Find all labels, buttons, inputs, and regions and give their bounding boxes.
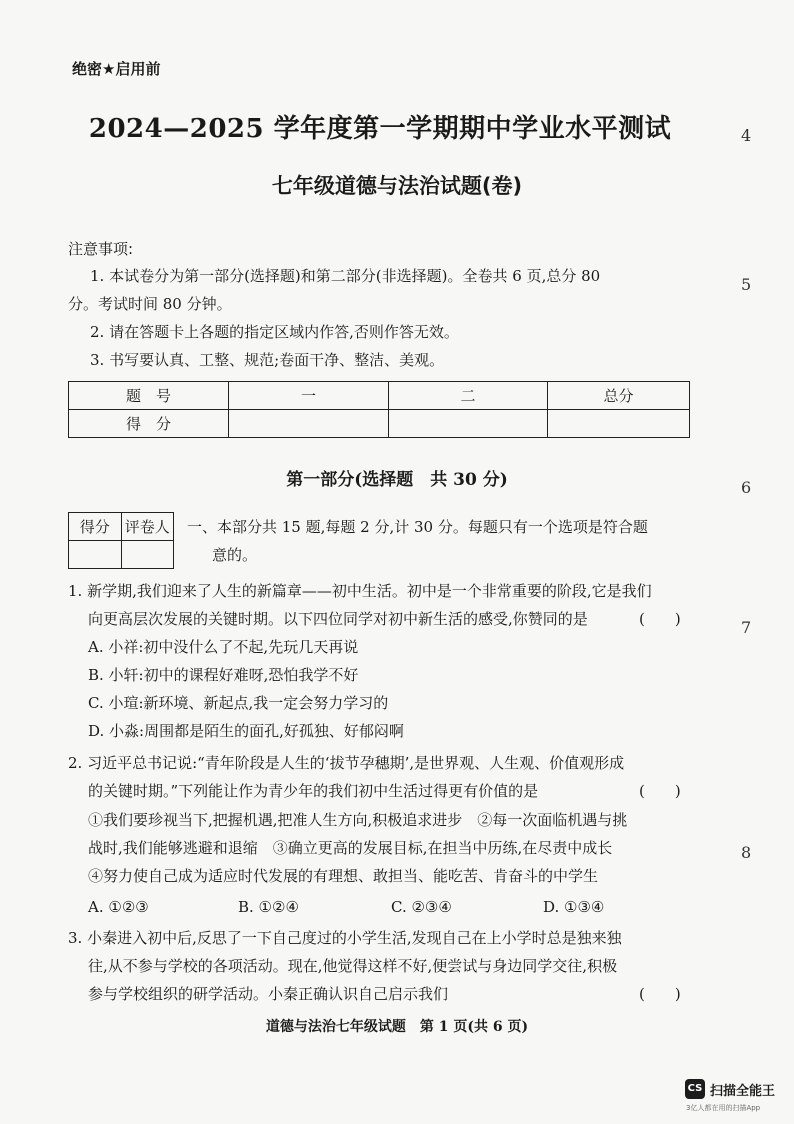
question-1-stem-cont: 向更高层次发展的关键时期。以下四位同学对初中新生活的感受,你赞同的是 [88,610,588,628]
score-table-header: 总分 [548,382,690,410]
question-3-stem-cont: 往,从不参与学校的各项活动。现在,他觉得这样不好,便尝试与身边同学交往,积极 [88,957,618,975]
scanner-brand-name: 扫描全能王 [710,1084,776,1099]
score-table-header: 题 号 [69,382,229,410]
question-2-stem-cont: 的关键时期。”下列能让作为青少年的我们初中生活过得更有价值的是 [88,782,539,800]
option-c: C. ②③④ [391,898,452,916]
statement-line: ④努力使自己成为适应时代发展的有理想、敢担当、能吃苦、肯奋斗的中学生 [88,867,599,885]
exam-subtitle: 七年级道德与法治试题(卷) [271,174,523,198]
question-1-stem: 1. 新学期,我们迎来了人生的新篇章——初中生活。初中是一个非常重要的阶段,它是我们 [68,582,652,600]
question-3-stem-cont: 参与学校组织的研学活动。小秦正确认识自己启示我们 [88,985,449,1003]
question-2-stem: 2. 习近平总书记说:“青年阶段是人生的‘拔节孕穗期’,是世界观、人生观、价值观形成 [68,754,625,772]
grader-header: 评卷人 [121,513,174,541]
statement-line: 战时,我们能够逃避和退缩 ③确立更高的发展目标,在担当中历练,在尽责中成长 [88,839,613,857]
notice-item-1: 1. 本试卷分为第一部分(选择题)和第二部分(非选择题)。全卷共 6 页,总分 80 [90,267,601,285]
section-instructions-cont: 意的。 [212,546,258,564]
answer-parentheses: ( ) [639,985,681,1003]
grader-cell[interactable] [69,541,122,569]
section-instructions: 一、本部分共 15 题,每题 2 分,计 30 分。每题只有一个选项是符合题 [187,518,648,536]
notice-item-1-cont: 分。考试时间 80 分钟。 [68,295,232,313]
notice-item-3: 3. 书写要认真、工整、规范;卷面干净、整洁、美观。 [90,351,445,369]
option-b: B. ①②④ [238,898,299,916]
margin-number: 8 [741,843,752,862]
statement-line: ①我们要珍视当下,把握机遇,把准人生方向,积极追求进步 ②每一次面临机遇与挑 [88,811,628,829]
option-d: D. 小淼:周围都是陌生的面孔,好孤独、好郁闷啊 [88,722,404,740]
question-3-stem: 3. 小秦进入初中后,反思了一下自己度过的小学生活,发现自己在上小学时总是独来独 [68,929,622,947]
page-footer: 道德与法治七年级试题 第 1 页(共 6 页) [265,1019,529,1035]
option-d: D. ①③④ [543,898,605,916]
notice-item-2: 2. 请在答题卡上各题的指定区域内作答,否则作答无效。 [90,323,459,341]
option-a: A. 小祥:初中没什么了不起,先玩几天再说 [88,638,359,656]
score-cell[interactable] [389,410,548,438]
scanner-logo-icon: CS [685,1079,705,1099]
grader-cell[interactable] [121,541,174,569]
notice-heading: 注意事项: [68,240,134,258]
score-cell[interactable] [548,410,690,438]
option-c: C. 小瑄:新环境、新起点,我一定会努力学习的 [88,694,389,712]
score-table-label: 得 分 [69,410,229,438]
grader-table [68,512,174,569]
answer-parentheses: ( ) [639,782,681,800]
score-table-header: 二 [389,382,548,410]
margin-number: 6 [741,478,752,497]
grader-header: 得分 [69,513,122,541]
score-table-header: 一 [229,382,389,410]
score-table [68,381,690,438]
score-cell[interactable] [229,410,389,438]
option-a: A. ①②③ [88,898,149,916]
exam-title: 2024—2025 学年度第一学期期中学业水平测试 [88,114,672,144]
scanner-tagline: 3亿人都在用的扫描App [686,1104,761,1112]
option-b: B. 小轩:初中的课程好难呀,恐怕我学不好 [88,666,359,684]
confidential-label: 绝密★启用前 [72,60,161,78]
margin-number: 4 [741,126,752,145]
answer-parentheses: ( ) [639,610,681,628]
margin-number: 5 [741,275,752,294]
margin-number: 7 [741,618,752,637]
part-title: 第一部分(选择题 共 30 分) [286,470,508,490]
